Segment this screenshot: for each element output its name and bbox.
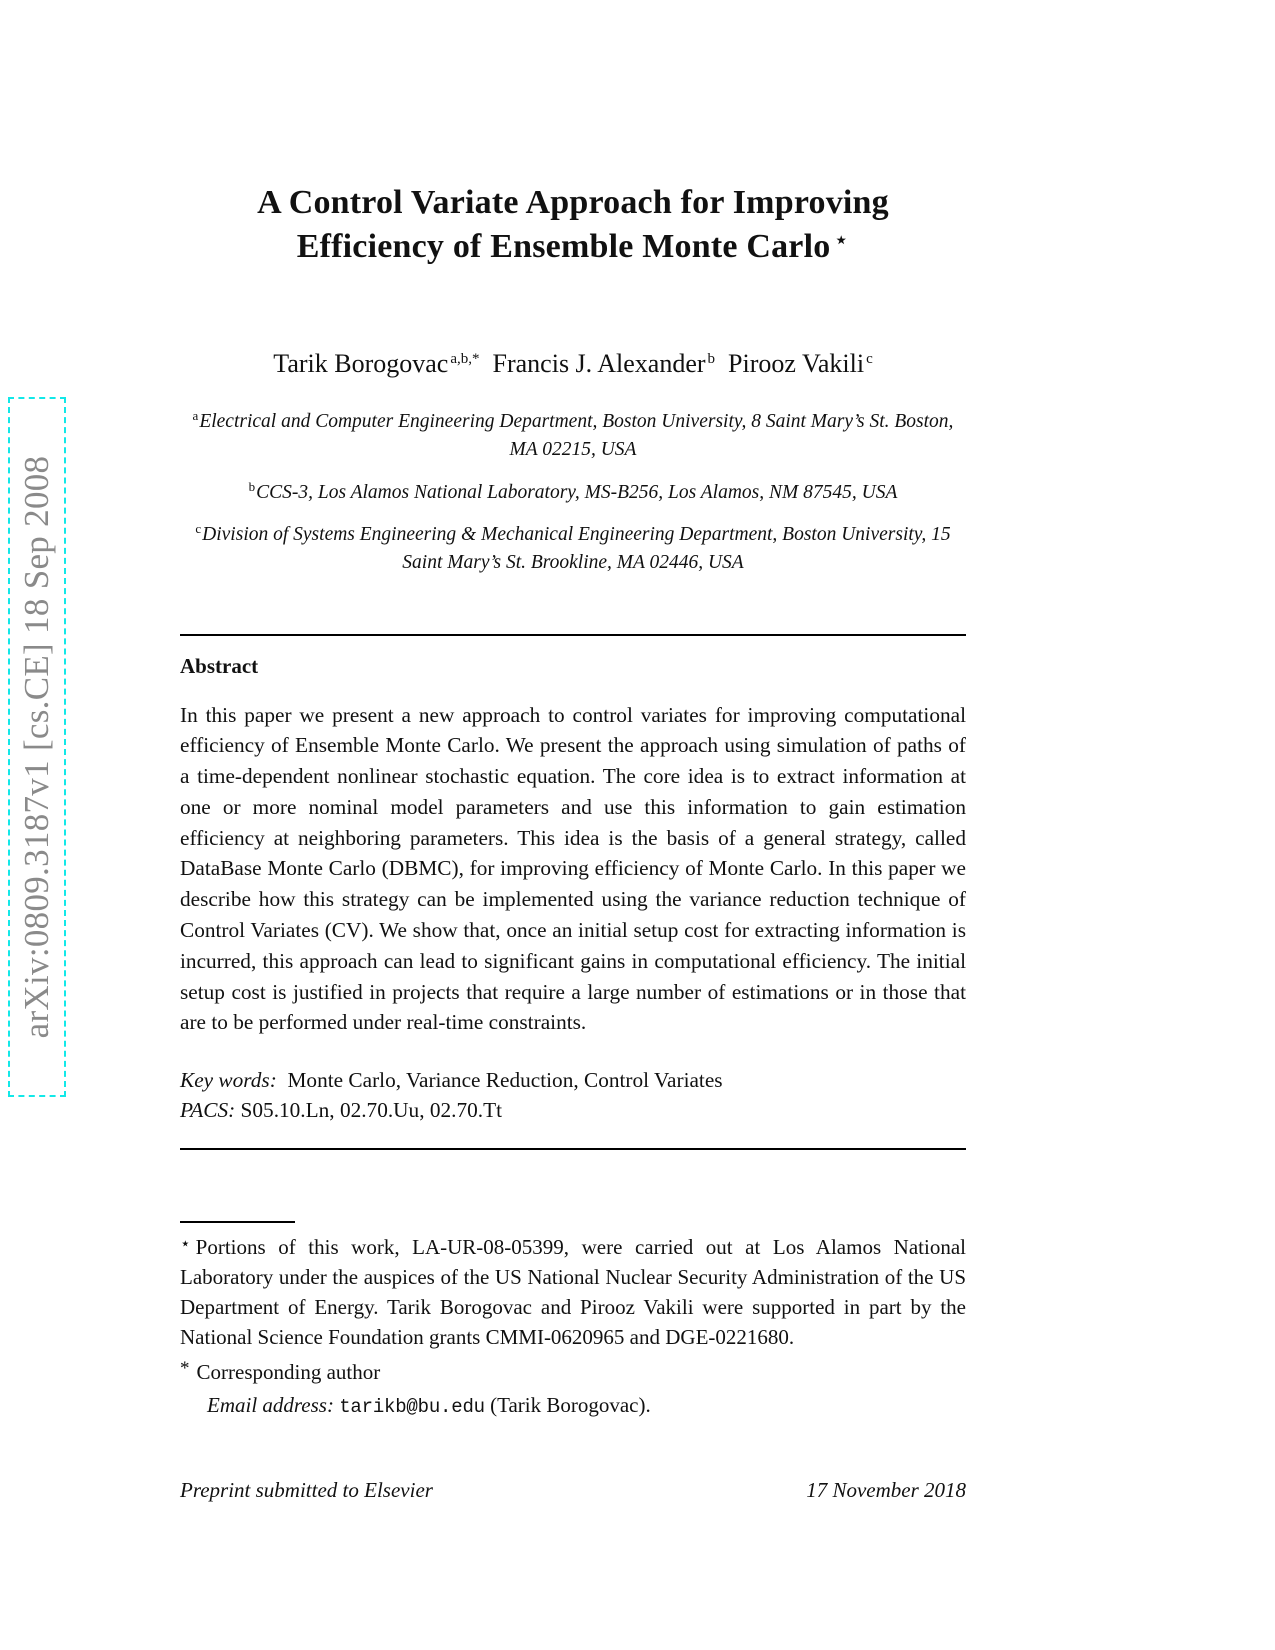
abstract-meta [180,1038,966,1125]
footer-left: Preprint submitted to Elsevier [180,1478,433,1502]
footnote-email [180,1388,966,1421]
author-list [180,269,966,381]
abstract-heading: Abstract [180,653,259,678]
pacs-value: S05.10.Ln, 02.70.Uu, 02.70.Tt [240,1098,503,1123]
author-marks-2: b [707,351,716,368]
affiliation-c-text: Division of Systems Engineering & Mechanical Engineering Department, Boston University, 15 Saint Mary’s St. Brookline, MA 02446, USA [202,524,951,573]
author-marks-1: a,b,* [450,351,480,368]
email-owner: (Tarik Borogovac). [490,1392,651,1417]
affiliation-c-mark: c [195,521,202,537]
footnote-star-marker: ⋆ [180,1233,191,1253]
abstract-block [180,577,966,1150]
footer-right: 17 November 2018 [806,1478,966,1502]
affiliation-a [183,381,963,463]
footnote-asterisk-marker: * [180,1358,190,1380]
title-line-1: A Control Variate Approach for Improving [257,184,889,221]
footnote-corresponding [180,1352,966,1387]
keywords-line [180,1065,966,1095]
arxiv-stamp-text: arXiv:0809.3187v1 [cs.CE] 18 Sep 2008 [17,455,56,1039]
affiliation-b-mark: b [248,478,256,494]
pacs-label: PACS: [180,1098,236,1123]
title-line-2: Efficiency of Ensemble Monte Carlo [296,228,831,266]
footnote-funding-text: Portions of this work, LA-UR-08-05399, were carried out at Los Alamos National Laboratory under the auspices of the US National Nuclear Security Administration of the US Department of Energy. Tarik Borogovac and Pirooz Vakili were supported in part by the National Science Foundation grants CMMI-0620965 and DGE-0221680. [180,1234,966,1350]
paper-page [180,0,966,1650]
arxiv-stamp [8,397,66,1097]
author-name-1: Tarik Borogovac [273,349,449,379]
affiliation-a-mark: a [192,408,199,424]
footnote-block [180,1150,966,1422]
affiliation-b [183,464,963,507]
footnote-rule [180,1221,295,1223]
keywords-label: Key words: [180,1068,277,1093]
page-footer [180,1478,966,1503]
footnote-corresponding-text: Corresponding author [196,1360,381,1385]
email-label: Email address: [207,1392,334,1417]
affiliation-b-text: CCS-3, Los Alamos National Laboratory, MS-B256, Los Alamos, NM 87545, USA [256,481,898,503]
author-name-2: Francis J. Alexander [492,349,706,379]
affiliation-c [183,506,963,576]
title-footnote-marker: ⋆ [833,227,850,255]
author-marks-3: c [866,351,873,368]
email-address[interactable]: tarikb@bu.edu [339,1395,485,1418]
page-title [180,0,966,269]
keywords-value: Monte Carlo, Variance Reduction, Control Variates [287,1068,723,1093]
footnote-funding [180,1232,966,1353]
author-name-3: Pirooz Vakili [728,349,865,379]
affiliation-a-text: Electrical and Computer Engineering Department, Boston University, 8 Saint Mary’s St. Boston, MA 02215, USA [199,411,954,460]
pacs-line [180,1095,966,1125]
abstract-body: In this paper we present a new approach to control variates for improving computational efficiency of Ensemble Monte Carlo. We present the approach using simulation of paths of a time-dependent nonlinear stochastic equation. The core idea is to extract information at one or more nominal model parameters and use this information to gain estimation efficiency at neighboring parameters. This idea is the basis of a general strategy, called DataBase Monte Carlo (DBMC), for improving efficiency of Monte Carlo. In this paper we describe how this strategy can be implemented using the variance reduction technique of Control Variates (CV). We show that, once an initial setup cost for extracting information is incurred, this approach can lead to significant gains in computational efficiency. The initial setup cost is justified in projects that require a large number of estimations or in those that are to be performed under real-time constraints. [180,702,966,1035]
